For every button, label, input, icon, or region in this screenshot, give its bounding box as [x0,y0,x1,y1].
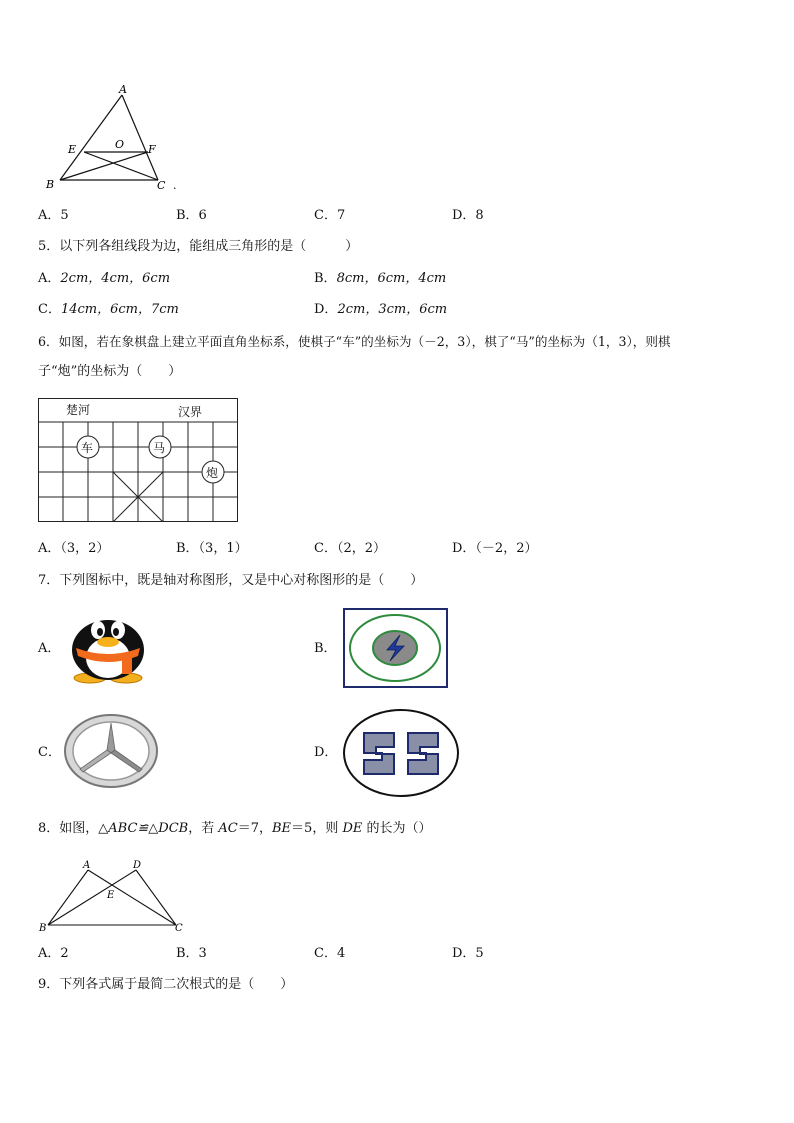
q9-stem: 9．下列各式属于最简二次根式的是（ ） [38,977,294,992]
q5-option-a-value: 2cm，4cm，6cm [60,271,171,286]
q4-option-c[interactable]: C．7 [314,208,346,223]
q8-option-b[interactable]: B．3 [176,946,207,961]
q5-option-a[interactable] [38,271,170,287]
q5-option-c[interactable] [38,302,179,318]
piece-che: 车 [81,441,94,455]
q5-option-b-value: 8cm，6cm，4cm [336,271,447,286]
label-dot: . [173,179,177,192]
label-A-q8: A [83,860,91,871]
congruent-triangles-figure [36,858,186,936]
penguin-icon[interactable] [64,608,154,684]
q5-option-b[interactable] [314,271,446,287]
triangle-eof-figure [40,80,190,195]
lightning-logo-icon[interactable] [343,608,448,688]
q7-option-a-letter[interactable]: A． [38,641,61,656]
label-B: B [46,178,55,191]
q8-stem-ac: AC [218,821,238,836]
q7-option-b-letter[interactable]: B． [314,641,337,656]
q7-option-d-letter[interactable]: D． [314,745,338,760]
q8-stem-congruence: △ABC≌△DCB [98,821,189,836]
label-E: E [68,143,77,156]
label-O: O [115,138,125,151]
q4-option-b[interactable]: B．6 [176,208,207,223]
q8-stem-ac-val: ＝7， [237,821,272,836]
label-E-q8: E [107,890,115,901]
label-C-q8: C [175,923,183,934]
q6-stem-line2: 子“炮”的坐标为（ ） [38,364,182,379]
q8-stem-be-val: ＝5，则 [291,821,343,836]
label-F: F [148,143,156,156]
q6-option-d[interactable]: D．（－2，2） [452,541,538,556]
q8-stem-be: BE [272,821,292,836]
q8-option-c[interactable]: C．4 [314,946,346,961]
q8-stem-suffix: 的长为（） [362,821,432,836]
board-title-hanjie: 汉界 [178,405,203,419]
piece-ma: 马 [153,441,166,455]
q4-option-a[interactable]: A．5 [38,208,69,223]
q6-option-c[interactable]: C．（2，2） [314,541,386,556]
q5-option-d[interactable] [314,302,447,318]
q8-stem-prefix: 8．如图， [38,821,99,836]
q5-option-a-letter: A． [38,271,61,286]
q4-option-d[interactable]: D．8 [452,208,484,223]
q5-stem: 5．以下列各组线段为边，能组成三角形的是（ ） [38,239,359,254]
q5-option-c-value: 14cm，6cm，7cm [60,302,179,317]
q8-option-a[interactable]: A．2 [38,946,69,961]
q7-option-c-letter[interactable]: C． [38,745,61,760]
q5-option-b-letter: B． [314,271,337,286]
bank-logo-icon[interactable] [342,708,460,798]
piece-pao: 炮 [206,466,219,480]
q8-stem [38,821,432,837]
board-title-chuhe: 楚河 [66,403,91,417]
q5-option-d-letter: D． [314,302,338,317]
mercedes-logo-icon[interactable] [62,712,160,790]
label-C: C [157,179,166,192]
q8-stem-de: DE [342,821,363,836]
q6-stem-line1: 6．如图，若在象棋盘上建立平面直角坐标系，使棋子“车”的坐标为（－2，3），棋了“马”的坐标为（1，3），则棋 [38,334,671,349]
q5-option-d-value: 2cm，3cm，6cm [337,302,448,317]
q8-option-d[interactable]: D．5 [452,946,484,961]
label-D-q8: D [133,860,142,871]
q7-stem: 7．下列图标中，既是轴对称图形，又是中心对称图形的是（ ） [38,573,424,588]
q6-option-a[interactable]: A．（3，2） [38,541,110,556]
q6-option-b[interactable]: B．（3，1） [176,541,248,556]
label-B-q8: B [39,923,47,934]
q5-option-c-letter: C． [38,302,61,317]
q8-stem-ruo: ，若 [188,821,219,836]
chessboard-figure [38,398,238,522]
label-A: A [119,83,127,96]
